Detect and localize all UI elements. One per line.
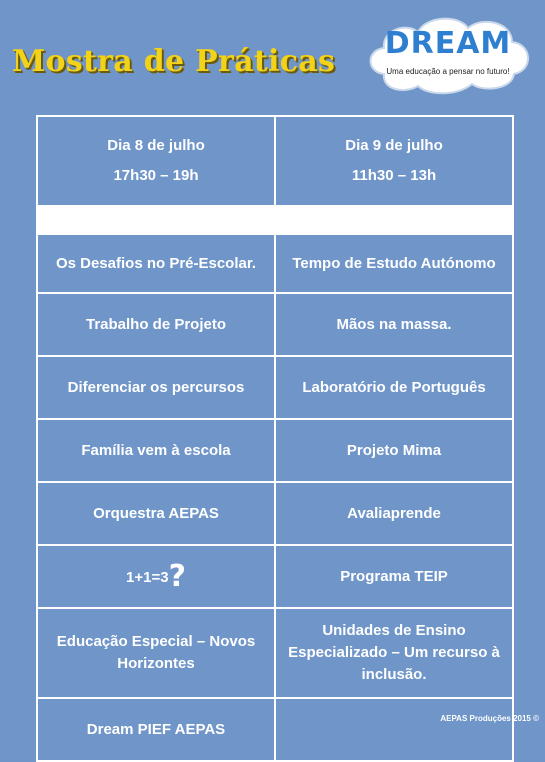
session-left: Diferenciar os percursos bbox=[37, 356, 275, 419]
schedule-table bbox=[36, 115, 514, 762]
day-right-time: 11h30 – 13h bbox=[351, 167, 437, 184]
session-left-text: 1+1=3 bbox=[126, 568, 169, 586]
header-row bbox=[37, 116, 513, 206]
session-left bbox=[37, 545, 275, 608]
session-right bbox=[275, 698, 513, 761]
session-right: Mãos na massa. bbox=[275, 293, 513, 356]
table-row bbox=[37, 356, 513, 419]
session-left: Família vem à escola bbox=[37, 419, 275, 482]
table-row bbox=[37, 698, 513, 761]
day-left-date: Dia 8 de julho bbox=[107, 137, 205, 155]
table-row bbox=[37, 608, 513, 698]
footer-credit: AEPAS Produções 2015 © bbox=[440, 714, 539, 723]
dream-logo bbox=[362, 12, 534, 98]
session-right: Programa TEIP bbox=[275, 545, 513, 608]
session-left: Educação Especial – Novos Horizontes bbox=[37, 608, 275, 698]
day-left-time: 17h30 – 19h bbox=[113, 167, 199, 184]
table-row bbox=[37, 234, 513, 293]
question-mark: ? bbox=[168, 558, 186, 594]
day-right-cell bbox=[275, 116, 513, 206]
session-right: Projeto Mima bbox=[275, 419, 513, 482]
day-left-cell bbox=[37, 116, 275, 206]
location-row bbox=[37, 206, 513, 234]
session-right: Unidades de Ensino Especializado – Um recurso à inclusão. bbox=[275, 608, 513, 698]
table-row bbox=[37, 545, 513, 608]
session-right: Laboratório de Português bbox=[275, 356, 513, 419]
table-row bbox=[37, 293, 513, 356]
session-left: Os Desafios no Pré-Escolar. bbox=[37, 234, 275, 293]
day-right-date: Dia 9 de julho bbox=[345, 137, 443, 155]
session-right: Avaliaprende bbox=[275, 482, 513, 545]
session-right: Tempo de Estudo Autónomo bbox=[275, 234, 513, 293]
location-cell: Local: Escola Básica 2, 3 D. Fernando II bbox=[37, 206, 513, 234]
table-row bbox=[37, 419, 513, 482]
logo-tagline: Uma educação a pensar no futuro! bbox=[386, 67, 510, 76]
session-left: Trabalho de Projeto bbox=[37, 293, 275, 356]
page-title: Mostra de Práticas bbox=[12, 44, 336, 79]
session-left: Dream PIEF AEPAS bbox=[37, 698, 275, 761]
table-row bbox=[37, 482, 513, 545]
session-left: Orquestra AEPAS bbox=[37, 482, 275, 545]
logo-word: DREAM bbox=[384, 26, 512, 61]
